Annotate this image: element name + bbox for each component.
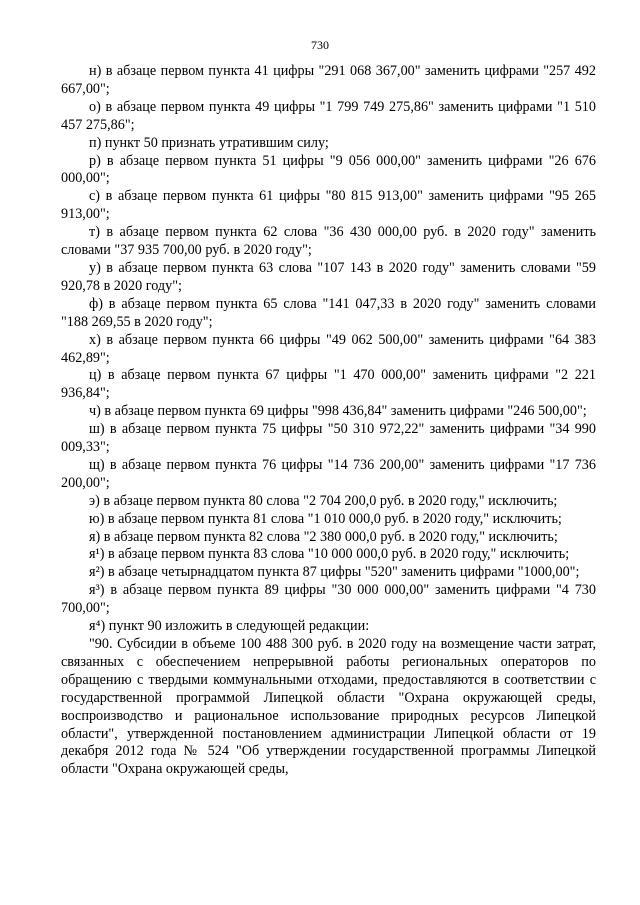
amendment-item: я³) в абзаце первом пункта 89 цифры "30 000 000,00" заменить цифрами "4 730 700,00"; — [61, 582, 596, 617]
amendment-item: я⁴) пункт 90 изложить в следующей редакции: — [89, 618, 370, 635]
amendment-item: я¹) в абзаце первом пункта 83 слова "10 000 000,0 руб. в 2020 году," исключить; — [89, 546, 570, 563]
amendment-item: о) в абзаце первом пункта 49 цифры "1 799 749 275,86" заменить цифрами "1 510 457 275,86"; — [61, 98, 596, 133]
amendment-item: у) в абзаце первом пункта 63 слова "107 143 в 2020 году" заменить словами "59 920,78 в 2020 году"; — [61, 259, 596, 294]
amendment-item: я) в абзаце первом пункта 82 слова "2 380 000,0 руб. в 2020 году," исключить; — [89, 528, 558, 545]
amendment-item: х) в абзаце первом пункта 66 цифры "49 062 500,00" заменить цифрами "64 383 462,89"; — [61, 331, 596, 366]
amendment-item: ю) в абзаце первом пункта 81 слова "1 010 000,0 руб. в 2020 году," исключить; — [89, 510, 562, 527]
amendment-item: ф) в абзаце первом пункта 65 слова "141 047,33 в 2020 году" заменить словами "188 269,55 в 2020 году"; — [61, 295, 596, 330]
amendment-item: э) в абзаце первом пункта 80 слова "2 704 200,0 руб. в 2020 году," исключить; — [89, 492, 558, 509]
page-number: 730 — [311, 38, 329, 52]
amendment-item: ш) в абзаце первом пункта 75 цифры "50 310 972,22" заменить цифрами "34 990 009,33"; — [61, 421, 596, 456]
amendment-item: ц) в абзаце первом пункта 67 цифры "1 470 000,00" заменить цифрами "2 221 936,84"; — [61, 367, 596, 402]
amendment-item: р) в абзаце первом пункта 51 цифры "9 056 000,00" заменить цифрами "26 676 000,00"; — [61, 152, 596, 187]
amendment-item: н) в абзаце первом пункта 41 цифры "291 068 367,00" заменить цифрами "257 492 667,00"; — [61, 63, 596, 97]
quoted-text: "90. Субсидии в объеме 100 488 300 руб. в 2020 году на возмещение части затрат, связанных с обеспечением непрерывной работы региональных операторов по обращению с твердыми коммунальными отходами, предоставляются в соответствии с государственной программой Липецкой области "Охрана окружающей среды, воспроизводство и рациональное использование природных ресурсов Липецкой области", утвержденной постановлением администрации Липецкой области от 19 декабря 2012 года № 524 "Об утверждении государственной программы Липецкой области "Охрана окружающей среды, — [61, 636, 596, 778]
amendment-item: п) пункт 50 признать утратившим силу; — [89, 134, 329, 151]
new-paragraph-90 — [61, 636, 596, 779]
amendment-item: я²) в абзаце четырнадцатом пункта 87 цифры "520" заменить цифрами "1000,00"; — [89, 564, 580, 581]
document-body — [61, 63, 596, 779]
amendment-item: щ) в абзаце первом пункта 76 цифры "14 736 200,00" заменить цифрами "17 736 200,00"; — [61, 456, 596, 491]
amendment-item: т) в абзаце первом пункта 62 слова "36 430 000,00 руб. в 2020 году" заменить словами "37 935 700,00 руб. в 2020 году"; — [61, 224, 596, 259]
amendment-item: с) в абзаце первом пункта 61 цифры "80 815 913,00" заменить цифрами "95 265 913,00"; — [61, 188, 596, 223]
amendment-item: ч) в абзаце первом пункта 69 цифры "998 436,84" заменить цифрами "246 500,00"; — [89, 403, 587, 420]
